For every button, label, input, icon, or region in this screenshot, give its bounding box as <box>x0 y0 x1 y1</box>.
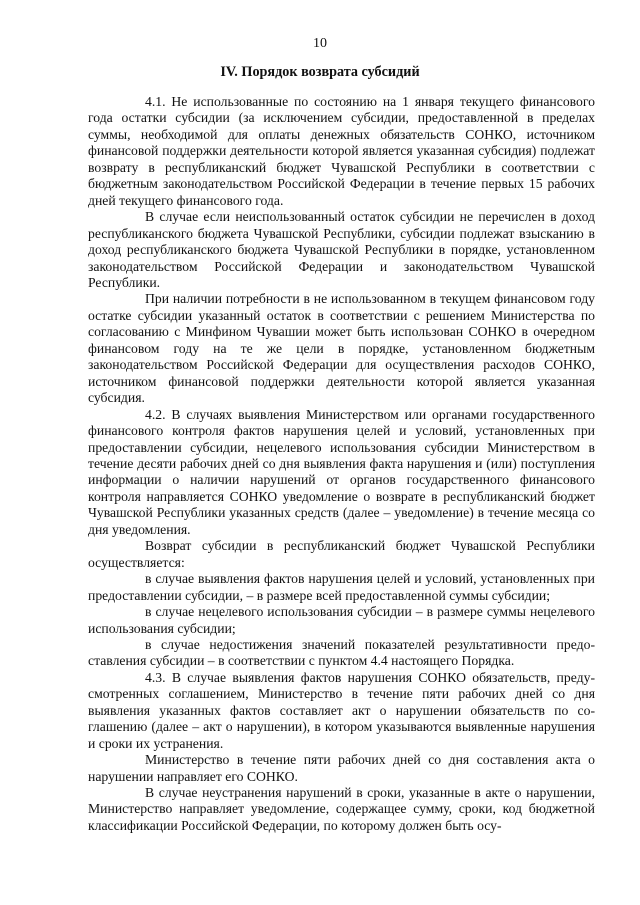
paragraph-4-1: 4.1. Не использованные по состоянию на 1 января текущего финансового года остатки субсидии (за исключением субсидии, предоставленной в пределах суммы, необходимой для оплаты денежных обязательств СОНКО, источником финансовой поддержки деятельности которой является указанная субсидия) подлежат возврату в республиканский бюджет Чувашской Республики в соответствии с бюджетным законодательством Российской Федерации в течение первых 15 рабочих дней текущего финансового года. <box>88 94 595 208</box>
section-heading: IV. Порядок возврата субсидий <box>220 64 420 80</box>
paragraph-carryover: При наличии потребности в не использованном в текущем финансовом году остатке субсидии указанный остаток в соответствии с решением Министерства по согласованию с Минфином Чувашии может быть использован СОНКО в очередном финансовом году на те же цели в порядке, установленном бюджетным законодательством Российской Федерации для осуществления расходов СОНКО, источником финансовой поддержки деятельности которой является указанная субсидия. <box>88 291 595 406</box>
paragraph-return-intro: Возврат субсидии в республиканский бюджет Чувашской Республики осуществляется: <box>88 538 595 570</box>
paragraph-return-case-violation: в случае выявления фактов нарушения целей и условий, установленных при предоставлении субсидии, – в размере всей предоставленной суммы субсидии; <box>88 571 595 603</box>
paragraph-act-sending: Министерство в течение пяти рабочих дней со дня составления акта о нарушении направляет его СОНКО. <box>88 752 595 784</box>
paragraph-return-case-indicators: в случае недостижения значений показателей результативности предоставления субсидии – в соответствии с пунктом 4.4 настоящего Порядка. <box>88 636 595 669</box>
paragraph-unused-balance: В случае если неиспользованный остаток субсидии не перечислен в доход республиканского бюджета Чувашской Республики, субсидии подлежат взысканию в доход республиканского бюджета Чувашской Республики в порядке, установленном законодательством Российской Федерации и законодательством Чувашской Республики. <box>88 209 595 290</box>
page-number: 10 <box>313 36 327 51</box>
document-body <box>88 94 595 834</box>
paragraph-4-3: 4.3. В случае выявления фактов нарушения СОНКО обязательств, предусмотренных соглашением, Министерство в течение пяти рабочих дней со дня выявления указанных фактов составляет акт о нарушении обязательств по соглашению (далее – акт о нарушении), в котором указываются выявленные нарушения и сроки их устранения. <box>88 669 595 751</box>
paragraph-4-2: 4.2. В случаях выявления Министерством или органами государственного финансового контроля фактов нарушения целей и условий, установленных при предоставлении субсидии, нецелевого использования субсидии Министерством в течение десяти рабочих дней со дня выявления факта нарушения и (или) поступления информации о наличии нарушений от органов государственного финансового контроля направляется СОНКО уведомление о возврате в республиканский бюджет Чувашской Республики указанных средств (далее – уведомление) в течение месяца со дня уведомления. <box>88 406 595 537</box>
paragraph-non-elimination: В случае неустранения нарушений в сроки, указанные в акте о нарушении, Министерство направляет уведомление, содержащее сумму, сроки, код бюджетной классификации Российской Федерации, по которому должен быть осу- <box>88 785 595 833</box>
paragraph-return-case-misuse: в случае нецелевого использования субсидии – в размере суммы нецелевого использования субсидии; <box>88 604 595 636</box>
